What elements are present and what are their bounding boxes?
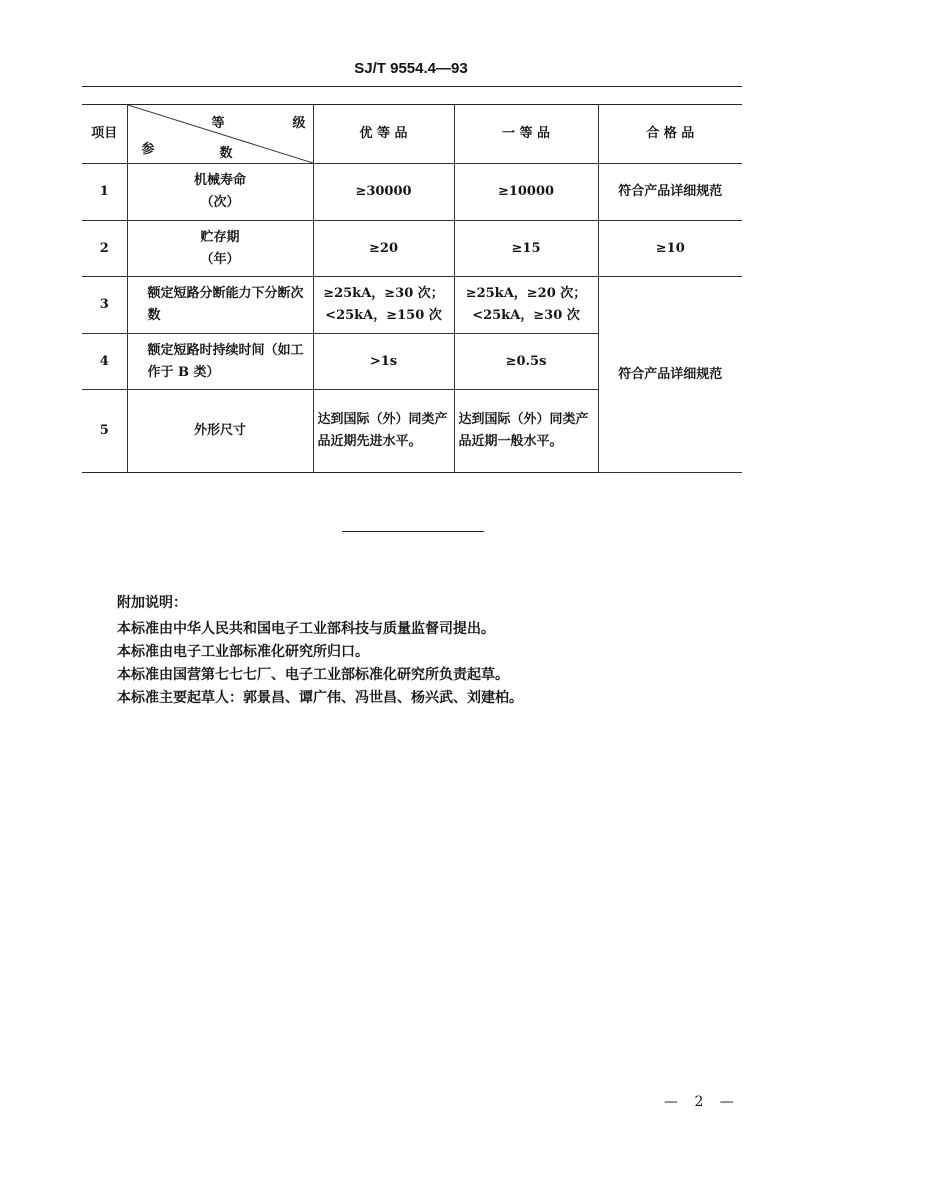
value-cell-merged: 符合产品详细规范 xyxy=(598,277,742,473)
value-cell: 达到国际（外）同类产品近期先进水平。 xyxy=(313,390,454,473)
value-cell: ≥10000 xyxy=(454,164,598,221)
value-cell: ≥30000 xyxy=(313,164,454,221)
param-cell: 额定短路分断能力下分断次数 xyxy=(127,277,313,334)
param-cell: 额定短路时持续时间（如工作于 B 类） xyxy=(127,334,313,390)
param-cell: 机械寿命 （次） xyxy=(127,164,313,221)
diag-label-top-2: 级 xyxy=(292,116,306,131)
col-header-grade-1: 优 等 品 xyxy=(313,105,454,164)
value-cell: ≥25kA，≥20 次； <25kA，≥30 次 xyxy=(454,277,598,334)
col-header-item: 项目 xyxy=(82,105,127,164)
value-cell: 达到国际（外）同类产品近期一般水平。 xyxy=(454,390,598,473)
row-number: 4 xyxy=(82,334,127,390)
row-number: 1 xyxy=(82,164,127,221)
table-row xyxy=(82,164,742,221)
diagonal-header-cell xyxy=(127,105,313,164)
row-number: 5 xyxy=(82,390,127,473)
diag-label-top-1: 等 xyxy=(211,116,225,131)
value-cell: ≥20 xyxy=(313,221,454,277)
param-cell: 贮存期 （年） xyxy=(127,221,313,277)
value-cell: ≥25kA，≥30 次； <25kA，≥150 次 xyxy=(313,277,454,334)
row-number: 3 xyxy=(82,277,127,334)
note-line: 本标准由国营第七七七厂、电子工业部标准化研究所负责起草。 xyxy=(117,667,509,683)
value-cell: >1s xyxy=(313,334,454,390)
value-cell: ≥15 xyxy=(454,221,598,277)
note-line: 本标准主要起草人：郭景昌、谭广伟、冯世昌、杨兴武、刘建柏。 xyxy=(117,690,523,706)
value-cell: 符合产品详细规范 xyxy=(598,164,742,221)
note-line: 本标准由电子工业部标准化研究所归口。 xyxy=(117,644,369,660)
standard-code: SJ/T 9554.4—93 xyxy=(354,60,468,77)
diag-label-bottom-2: 数 xyxy=(219,146,233,161)
diag-label-bottom-1: 参 xyxy=(141,142,155,157)
note-line: 本标准由中华人民共和国电子工业部科技与质量监督司提出。 xyxy=(117,621,495,637)
value-cell: ≥10 xyxy=(598,221,742,277)
table-header-row xyxy=(82,105,742,164)
section-end-rule xyxy=(342,531,484,532)
header-rule xyxy=(82,86,742,87)
table-row xyxy=(82,221,742,277)
page-number: — 2 — xyxy=(664,1094,740,1110)
notes-title: 附加说明： xyxy=(117,595,187,611)
value-cell: ≥0.5s xyxy=(454,334,598,390)
table-row xyxy=(82,277,742,334)
row-number: 2 xyxy=(82,221,127,277)
grade-table xyxy=(82,104,742,473)
param-cell: 外形尺寸 xyxy=(127,390,313,473)
additional-notes xyxy=(117,592,523,710)
col-header-grade-3: 合 格 品 xyxy=(598,105,742,164)
col-header-grade-2: 一 等 品 xyxy=(454,105,598,164)
